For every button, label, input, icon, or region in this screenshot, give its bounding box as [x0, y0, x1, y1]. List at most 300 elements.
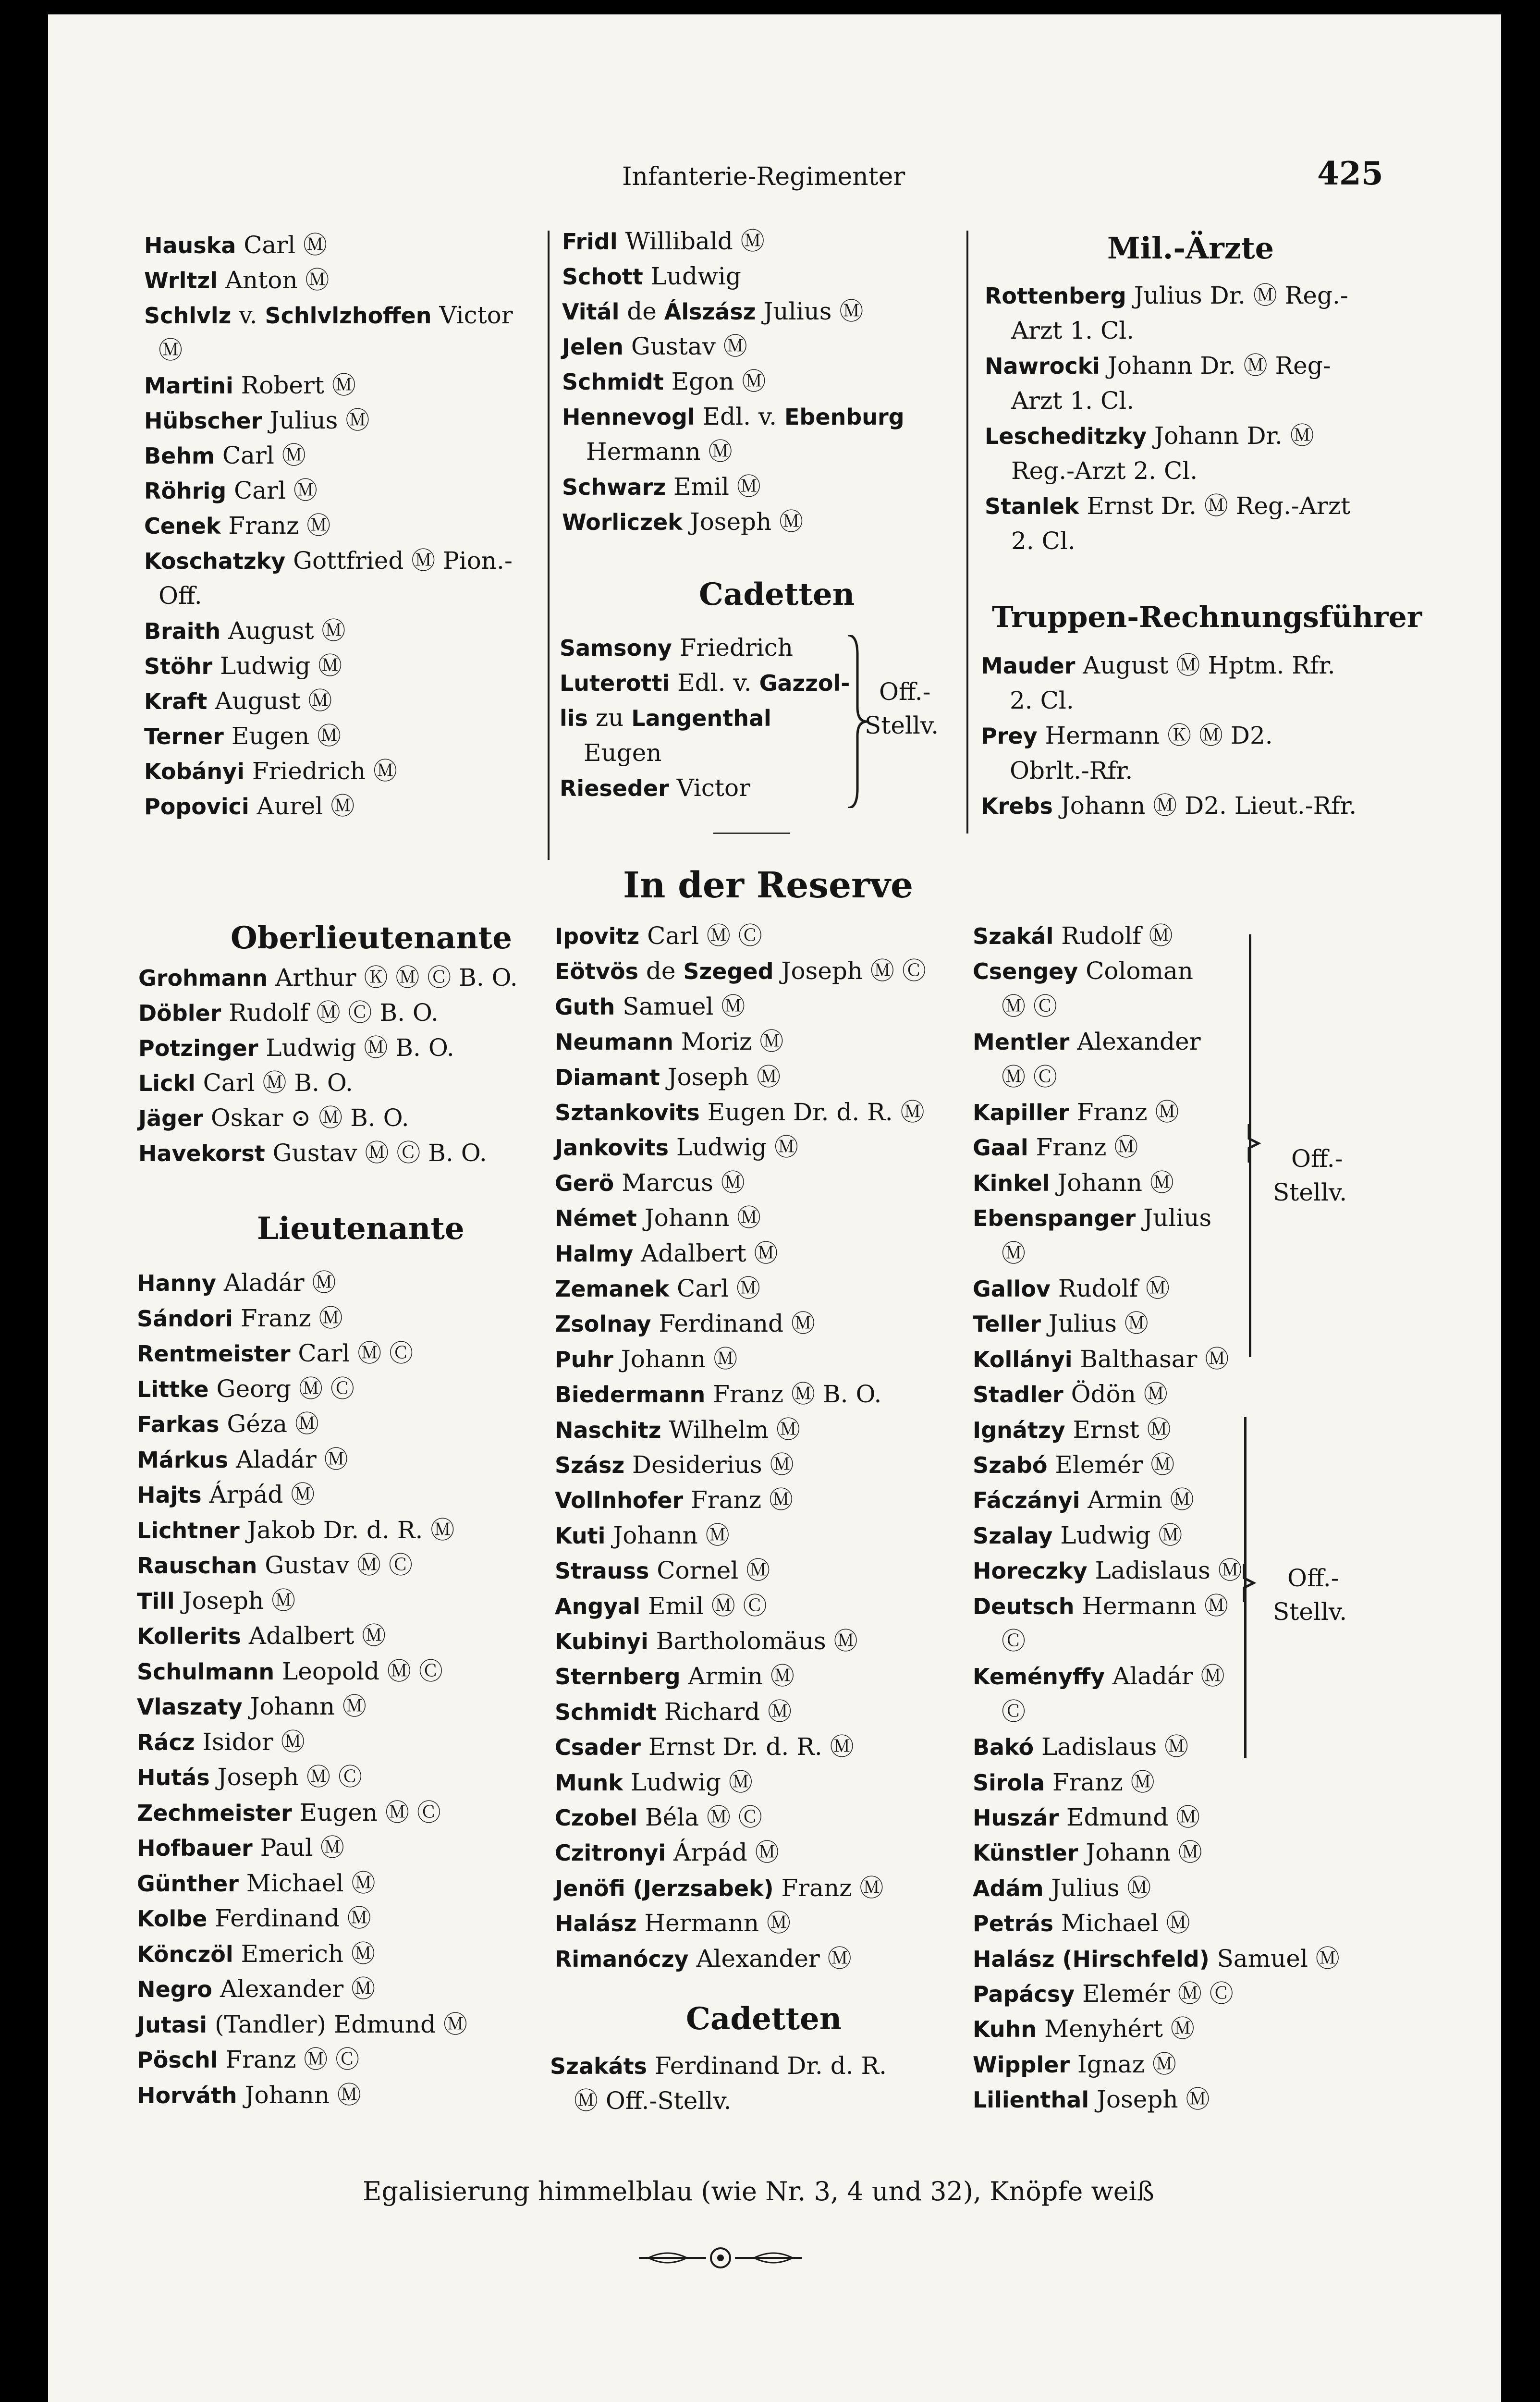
surname: Wippler	[973, 2051, 1070, 2078]
entry-details: Bartholomäus Ⓜ	[648, 1627, 858, 1655]
entry-details: Carl Ⓜ	[226, 477, 318, 504]
surname: Popovici	[144, 794, 249, 820]
surname: Zechmeister	[137, 1800, 292, 1826]
entry-details: Johann Ⓜ	[1078, 1838, 1202, 1867]
surname: Guth	[555, 993, 615, 1020]
entry-details: Franz Ⓜ	[232, 1304, 343, 1332]
entry-details: Gustav Ⓜ Ⓒ	[257, 1551, 413, 1579]
list-entry	[137, 1692, 367, 1721]
list-entry	[137, 1586, 295, 1616]
surname: Stadler	[973, 1382, 1063, 1408]
surname: Sternberg	[555, 1664, 681, 1690]
list-entry	[550, 2051, 887, 2081]
entry-details: Alexander Ⓜ	[212, 1975, 376, 2003]
surname: Álszász	[664, 299, 756, 325]
entry-details: Paul Ⓜ	[252, 1834, 344, 1862]
entry-details: Georg Ⓜ Ⓒ	[208, 1374, 354, 1403]
entry-details: Ödön Ⓜ	[1063, 1380, 1168, 1409]
surname: Mentler	[973, 1029, 1070, 1055]
list-entry	[555, 1697, 792, 1727]
entry-details: Eugen Ⓜ Ⓒ	[292, 1798, 441, 1826]
entry-details: Franz Ⓜ	[1028, 1133, 1138, 1162]
list-entry	[973, 2014, 1195, 2044]
entry-details: 2. Cl.	[1011, 527, 1076, 555]
entry-details: Rudolf Ⓜ Ⓒ B. O.	[221, 999, 439, 1027]
surname: Schlvlzhoffen	[265, 303, 432, 329]
surname: Grohmann	[138, 965, 268, 991]
entry-details: Carl Ⓜ Ⓒ	[639, 922, 762, 950]
list-entry	[137, 1480, 315, 1509]
entry-details: Johann Ⓜ	[242, 1692, 367, 1720]
surname: Szabó	[973, 1452, 1048, 1478]
list-entry	[562, 507, 803, 537]
cadetten-heading: Cadetten	[699, 576, 855, 613]
entry-details: Leopold Ⓜ Ⓒ	[274, 1657, 443, 1685]
surname: Ignátzy	[973, 1417, 1065, 1443]
entry-details: Julius Ⓜ	[1043, 1874, 1151, 1902]
list-entry	[586, 437, 733, 466]
entry-details: Johann Ⓜ	[636, 1204, 761, 1232]
list-entry	[137, 1763, 362, 1792]
short-rule	[713, 833, 790, 834]
entry-details: Franz Ⓜ	[773, 1874, 884, 1902]
entry-details: Joseph Ⓜ Ⓒ	[209, 1763, 362, 1791]
entry-details: Franz Ⓜ Ⓒ	[218, 2046, 360, 2073]
entry-details: Carl Ⓜ	[214, 441, 306, 469]
entry-details: Ferdinand Ⓜ	[207, 1904, 371, 1932]
surname: Kraft	[144, 688, 208, 714]
list-entry	[137, 1304, 343, 1333]
surname: Behm	[144, 443, 215, 469]
entry-details: Michael Ⓜ	[1053, 1909, 1190, 1937]
surname: Biedermann	[555, 1382, 706, 1408]
surname: Zsolnay	[555, 1311, 651, 1337]
surname: Till	[137, 1588, 175, 1614]
list-entry	[1002, 992, 1057, 1021]
list-entry	[973, 1556, 1242, 1585]
list-entry	[144, 792, 354, 821]
list-entry	[555, 1239, 778, 1268]
entry-details: Ludwig	[643, 262, 741, 290]
entry-details	[1055, 1945, 1063, 1973]
entry-details: Johann Ⓜ	[1050, 1168, 1174, 1197]
surname: Csengey	[973, 958, 1078, 985]
entry-details: Ludwig Ⓜ	[669, 1133, 798, 1162]
surname: Kinkel	[973, 1170, 1050, 1196]
ornament-icon	[639, 2246, 802, 2270]
entry-details: Rudolf Ⓜ	[1053, 922, 1173, 950]
list-entry	[137, 1833, 344, 1863]
list-entry	[1010, 686, 1074, 715]
entry-details: Ⓒ	[1002, 1627, 1026, 1655]
list-entry	[1010, 756, 1133, 785]
surname: Samsony	[560, 635, 672, 661]
entry-details: Ⓜ Ⓒ	[1002, 992, 1057, 1020]
entry-details: Armin Ⓜ	[1080, 1486, 1194, 1514]
surname: Rentmeister	[137, 1341, 291, 1367]
entry-details: Johann Dr. Ⓜ Reg-	[1100, 352, 1331, 380]
surname: Kapiller	[973, 1100, 1069, 1126]
surname: Deutsch	[973, 1593, 1075, 1619]
list-entry	[137, 1621, 386, 1651]
surname: Pöschl	[137, 2047, 218, 2073]
surname: Kollányi	[973, 1346, 1073, 1373]
lieutenante-heading: Lieutenante	[257, 1211, 464, 1247]
entry-details: Elemér Ⓜ Ⓒ	[1075, 1980, 1234, 2008]
entry-details: August Ⓜ	[207, 687, 332, 715]
surname: Lilienthal	[973, 2087, 1089, 2113]
list-entry	[555, 1027, 783, 1056]
entry-details: Ludwig Ⓜ	[1052, 1521, 1183, 1549]
entry-details: Edl. v.	[695, 403, 784, 430]
entry-details: Johann Ⓜ	[613, 1345, 738, 1373]
entry-details: Alexander	[1069, 1028, 1201, 1056]
surname: Munk	[555, 1769, 623, 1796]
entry-details: Isidor Ⓜ	[195, 1728, 305, 1756]
surname: Neumann	[555, 1029, 673, 1055]
surname: Kobányi	[144, 759, 244, 784]
list-entry	[138, 1068, 353, 1098]
cadetten-note-1: Off.-	[879, 678, 931, 706]
surname: Lichtner	[137, 1517, 240, 1544]
entry-details: Carl Ⓜ	[236, 231, 328, 259]
list-entry	[973, 2050, 1176, 2079]
entry-details: Ludwig Ⓜ	[212, 652, 342, 680]
list-entry	[1002, 1239, 1026, 1268]
entry-details: Ⓒ	[1002, 1697, 1026, 1726]
entry-details: Julius	[1136, 1204, 1212, 1232]
surname: Szalay	[973, 1522, 1053, 1549]
entry-details: Ernst Dr. Ⓜ Reg.-Arzt	[1079, 492, 1351, 520]
list-entry	[973, 1203, 1211, 1233]
entry-details: de	[638, 957, 684, 985]
list-entry	[981, 791, 1357, 821]
surname: Schmidt	[562, 369, 664, 395]
entry-details: Gustav Ⓜ Ⓒ B. O.	[265, 1139, 487, 1167]
list-entry	[973, 1450, 1174, 1480]
list-entry	[555, 1592, 767, 1621]
list-entry	[973, 2085, 1210, 2114]
bracket-a-note-1: Off.-	[1291, 1145, 1343, 1173]
surname: Halász	[973, 1946, 1055, 1972]
entry-details: Julius Ⓜ	[262, 406, 370, 434]
surname: Koschatzky	[144, 548, 286, 574]
entry-details: Samuel Ⓜ	[1209, 1944, 1340, 1973]
surname: Potzinger	[138, 1035, 258, 1061]
entry-details: Carl Ⓜ B. O.	[195, 1069, 353, 1097]
entry-details: Ⓜ Off.-Stellv.	[574, 2087, 732, 2115]
surname: Kuhn	[973, 2016, 1037, 2043]
list-entry	[574, 2086, 732, 2115]
list-entry	[562, 297, 863, 326]
list-entry	[973, 1380, 1168, 1409]
bracket-b-brace	[1232, 1564, 1256, 1602]
list-entry	[555, 921, 762, 951]
list-entry	[137, 1939, 375, 1969]
entry-details: Emil Ⓜ Ⓒ	[640, 1592, 767, 1620]
list-entry	[144, 371, 356, 400]
list-entry	[137, 1904, 371, 1933]
surname: Diamant	[555, 1064, 660, 1091]
entry-details: Gustav Ⓜ	[623, 332, 747, 360]
entry-details: Obrlt.-Rfr.	[1010, 757, 1133, 784]
surname: Zemanek	[555, 1276, 670, 1302]
entry-details: Franz Ⓜ	[1069, 1098, 1179, 1126]
surname: Krebs	[981, 793, 1053, 819]
surname: Günther	[137, 1870, 239, 1897]
list-entry	[555, 1556, 770, 1585]
entry-details: v.	[231, 301, 265, 329]
surname: Bakó	[973, 1734, 1034, 1761]
list-entry	[1002, 1627, 1026, 1655]
surname: Schwarz	[562, 474, 666, 500]
entry-details: Julius Ⓜ	[1040, 1310, 1149, 1338]
entry-details	[625, 1874, 633, 1902]
surname: Márkus	[137, 1446, 229, 1473]
surname: Hübscher	[144, 408, 262, 434]
list-entry	[560, 633, 793, 662]
entry-details: Ernst Ⓜ	[1065, 1415, 1171, 1444]
list-entry	[144, 757, 397, 786]
list-entry	[137, 1798, 441, 1827]
surname: Halmy	[555, 1240, 634, 1267]
surname: (Jerzsabek)	[633, 1875, 774, 1901]
entry-details: Arzt 1. Cl.	[1011, 317, 1135, 344]
surname: Német	[555, 1205, 637, 1232]
list-entry	[973, 1133, 1138, 1162]
list-entry	[973, 1168, 1174, 1198]
entry-details: Samuel Ⓜ	[615, 992, 746, 1020]
entry-details: Michael Ⓜ	[238, 1869, 376, 1897]
list-entry	[555, 1168, 745, 1198]
list-entry	[144, 722, 341, 751]
surname: Gallov	[973, 1276, 1051, 1302]
list-entry	[562, 367, 766, 396]
surname: Worliczek	[562, 509, 683, 535]
oberlieutenante-heading: Oberlieutenante	[231, 920, 512, 956]
surname: Martini	[144, 373, 233, 399]
list-entry	[562, 262, 741, 291]
list-entry	[555, 1838, 779, 1867]
entry-details: Johann Ⓜ	[605, 1521, 730, 1549]
surname: Teller	[973, 1311, 1041, 1337]
entry-details: Victor	[431, 301, 513, 329]
list-entry	[1011, 386, 1134, 415]
list-entry	[555, 1133, 798, 1162]
list-entry	[144, 266, 329, 295]
list-entry	[985, 281, 1348, 310]
surname: Schulmann	[137, 1658, 275, 1685]
entry-details: Johann Ⓜ D2. Lieut.-Rfr.	[1052, 792, 1357, 820]
surname: Eötvös	[555, 958, 638, 985]
entry-details: Emerich Ⓜ	[233, 1939, 375, 1968]
surname: Hajts	[137, 1482, 202, 1508]
surname: Gerö	[555, 1170, 614, 1196]
entry-details: Rudolf Ⓜ	[1050, 1275, 1170, 1302]
list-entry	[159, 336, 183, 365]
list-entry	[973, 1027, 1201, 1056]
list-entry	[144, 546, 513, 576]
list-entry	[973, 1521, 1182, 1550]
entry-details: Gottfried Ⓜ Pion.-	[285, 547, 513, 575]
list-entry	[973, 1662, 1225, 1691]
list-entry	[555, 1627, 858, 1656]
list-entry	[555, 1450, 794, 1480]
list-entry	[137, 1409, 319, 1439]
entry-details: Ⓜ	[159, 336, 183, 364]
surname: Kuti	[555, 1522, 606, 1549]
list-entry	[137, 1268, 336, 1298]
list-entry	[555, 1098, 925, 1127]
surname: Rácz	[137, 1729, 195, 1755]
list-entry	[555, 1521, 730, 1550]
surname: Könczöl	[137, 1941, 233, 1967]
entry-details: Eugen Dr. d. R. Ⓜ	[699, 1098, 925, 1126]
list-entry	[562, 402, 904, 431]
surname: Gazzol-	[759, 670, 850, 696]
surname: Röhrig	[144, 478, 227, 504]
list-entry	[144, 406, 369, 435]
list-entry	[144, 616, 345, 646]
surname: Szász	[555, 1452, 625, 1478]
entry-details: Franz Ⓜ B. O.	[705, 1380, 882, 1409]
surname: Hutás	[137, 1765, 210, 1790]
entry-details: Balthasar Ⓜ	[1072, 1345, 1229, 1373]
surname: Fridl	[562, 229, 618, 255]
list-entry	[555, 1309, 815, 1338]
entry-details: Ernst Dr. d. R. Ⓜ	[641, 1733, 854, 1761]
surname: Wrltzl	[144, 268, 218, 294]
entry-details: Franz Ⓜ	[683, 1486, 793, 1514]
list-entry	[144, 441, 306, 470]
list-entry	[555, 1345, 737, 1374]
entry-details: Aladár Ⓜ	[228, 1445, 348, 1473]
surname: Jenöfi	[555, 1875, 625, 1901]
entry-details: Ignaz Ⓜ	[1070, 2050, 1176, 2078]
entry-details: Elemér Ⓜ	[1047, 1451, 1175, 1479]
surname: Ipovitz	[555, 923, 640, 949]
list-entry	[144, 651, 342, 681]
surname: Czobel	[555, 1805, 638, 1831]
reserve-heading: In der Reserve	[623, 865, 914, 906]
column-divider	[966, 231, 968, 833]
surname: Angyal	[555, 1593, 641, 1619]
surname: Kolbe	[137, 1906, 208, 1932]
entry-details: Wilhelm Ⓜ	[661, 1415, 800, 1444]
list-entry	[138, 1033, 454, 1063]
surname: Prey	[981, 723, 1038, 749]
list-entry	[973, 1415, 1171, 1445]
list-entry	[555, 1415, 800, 1445]
entry-details: Desiderius Ⓜ	[624, 1451, 794, 1479]
entry-details: Géza Ⓜ	[219, 1410, 319, 1438]
list-entry	[555, 1944, 852, 1973]
list-entry	[973, 1874, 1151, 1903]
list-entry	[973, 1309, 1149, 1338]
entry-details: Joseph Ⓜ	[174, 1586, 296, 1615]
list-entry	[985, 351, 1331, 380]
surname: Nawrocki	[985, 353, 1100, 379]
entry-details: Oskar ⊙ Ⓜ B. O.	[203, 1104, 409, 1132]
list-entry	[137, 1657, 443, 1686]
surname: Ebenspanger	[973, 1205, 1136, 1232]
list-entry	[137, 2010, 467, 2039]
list-entry	[137, 1728, 305, 1757]
entry-details: Armin Ⓜ	[680, 1662, 794, 1691]
list-entry	[562, 227, 765, 256]
list-entry	[137, 1445, 348, 1474]
list-entry	[973, 1098, 1179, 1127]
entry-details: Julius Ⓜ	[756, 297, 864, 325]
entry-details: Willibald Ⓜ	[617, 227, 765, 255]
surname: Schlvlz	[144, 303, 232, 329]
surname: (Hirschfeld)	[1062, 1946, 1210, 1972]
surname: Vollnhofer	[555, 1487, 684, 1514]
list-entry	[973, 921, 1173, 951]
entry-details: Anton Ⓜ	[217, 266, 330, 294]
surname: Sztankovits	[555, 1100, 700, 1126]
entry-details: Friedrich	[672, 634, 794, 662]
surname: Stanlek	[985, 493, 1079, 519]
bracket-b-note-1: Off.-	[1287, 1564, 1339, 1592]
list-entry	[137, 2045, 359, 2074]
list-entry	[555, 1803, 762, 1832]
entry-details: Aladár Ⓜ	[216, 1269, 336, 1297]
footer-text: Egalisierung himmelblau (wie Nr. 3, 4 und 32), Knöpfe weiß	[363, 2176, 1155, 2206]
cadetten-note-2: Stellv.	[865, 711, 939, 739]
surname: Fáczányi	[973, 1487, 1080, 1514]
surname: Hennevogl	[562, 404, 695, 430]
surname: Rieseder	[560, 775, 669, 801]
list-entry	[973, 1838, 1202, 1867]
list-entry	[144, 511, 330, 540]
surname: Jankovits	[555, 1135, 669, 1161]
list-entry	[973, 1768, 1155, 1797]
column-divider	[548, 231, 550, 860]
surname: Gaal	[973, 1135, 1028, 1161]
list-entry	[973, 1803, 1200, 1832]
list-entry	[973, 1944, 1340, 1973]
entry-details: August Ⓜ	[220, 617, 346, 645]
entry-details: Alexander Ⓜ	[688, 1944, 852, 1973]
list-entry	[144, 686, 332, 716]
entry-details: August Ⓜ Hptm. Rfr.	[1075, 651, 1335, 679]
entry-details: Ludwig Ⓜ B. O.	[258, 1034, 454, 1062]
surname: Stöhr	[144, 653, 213, 679]
list-entry	[137, 1339, 413, 1368]
entry-details: Ⓜ	[1002, 1239, 1026, 1267]
surname: Keményffy	[973, 1664, 1105, 1690]
surname: Cenek	[144, 513, 221, 539]
surname: Horeczky	[973, 1558, 1088, 1584]
entry-details: Johann Ⓜ	[237, 2081, 361, 2109]
surname: Schott	[562, 264, 643, 290]
list-entry	[985, 491, 1350, 521]
bracket-b-note-2: Stellv.	[1273, 1598, 1347, 1626]
entry-details: Franz Ⓜ	[1045, 1768, 1155, 1796]
entry-details: Marcus Ⓜ	[614, 1168, 745, 1197]
list-entry	[973, 1732, 1188, 1762]
surname: Petrás	[973, 1911, 1054, 1937]
entry-details: Árpád Ⓜ	[201, 1481, 315, 1508]
list-entry	[1011, 316, 1134, 345]
surname: Szakáts	[550, 2053, 647, 2079]
running-header: Infanterie-Regimenter	[622, 162, 905, 191]
surname: Lickl	[138, 1070, 196, 1096]
entry-details: Julius Dr. Ⓜ Reg.-	[1126, 282, 1348, 309]
surname: Rauschan	[137, 1553, 257, 1579]
list-entry	[584, 738, 662, 767]
